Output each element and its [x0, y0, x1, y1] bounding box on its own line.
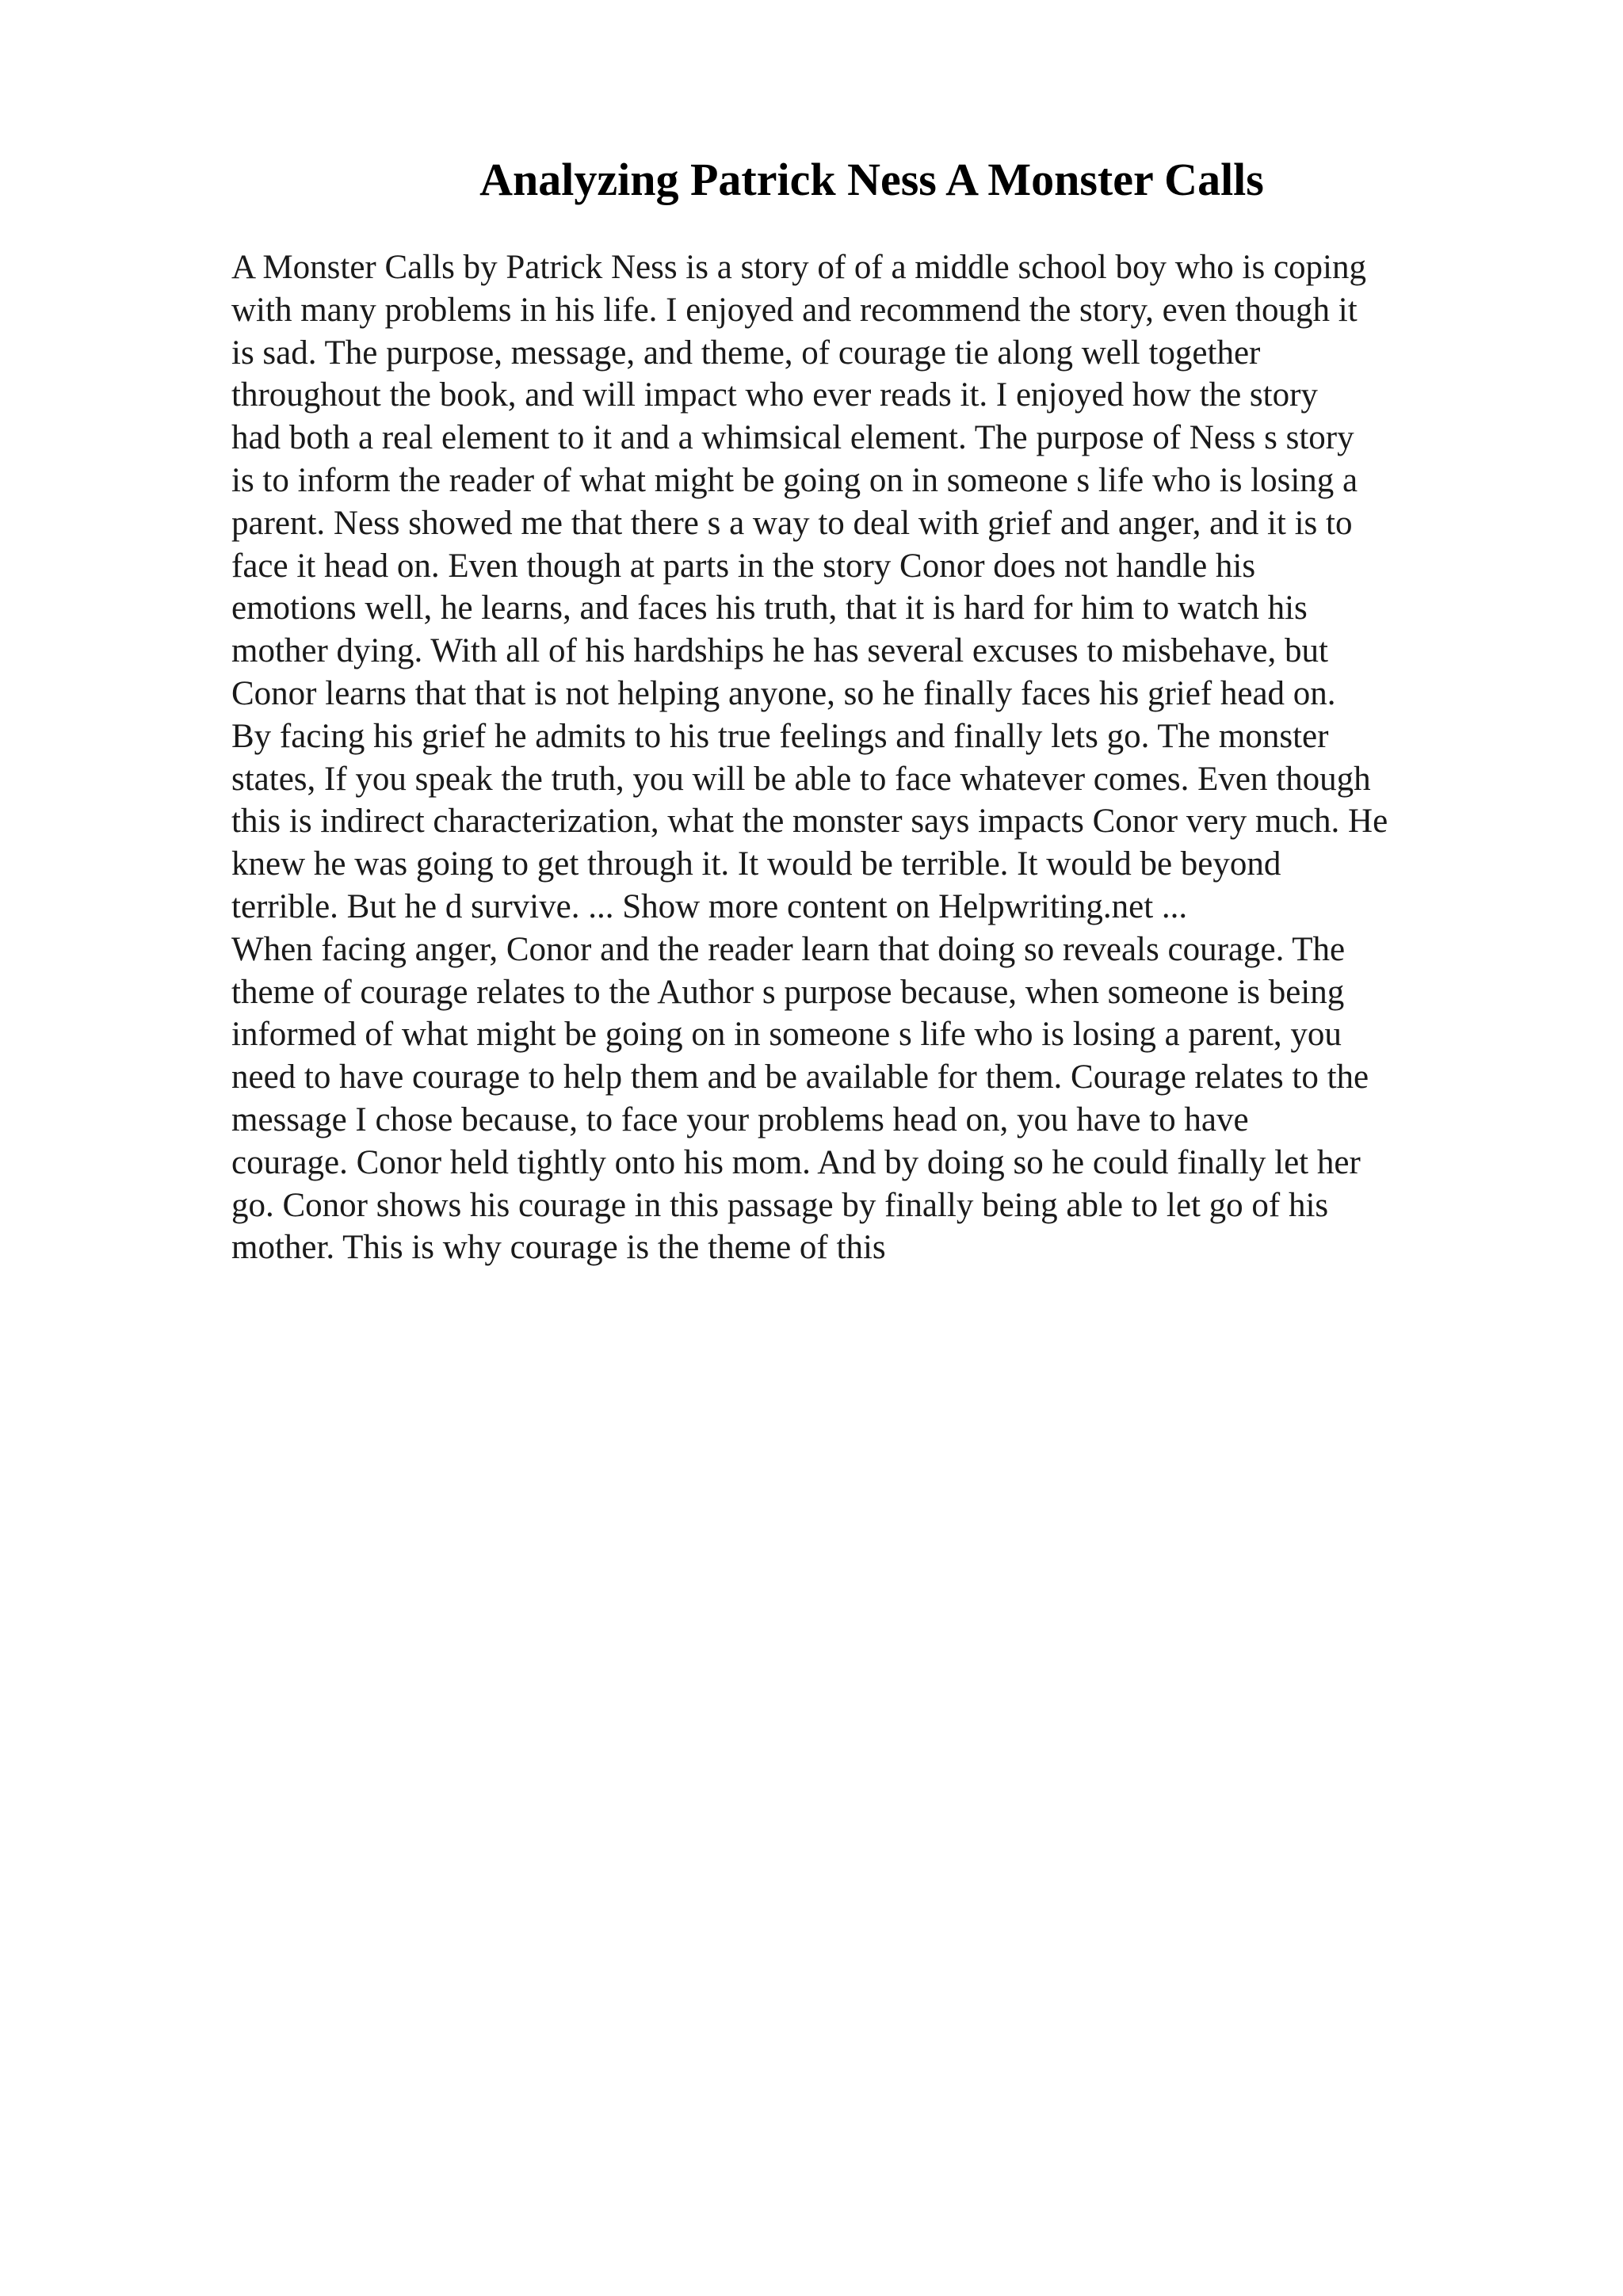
body-line: terrible. But he d survive. ... Show more content on Helpwriting.net ...	[231, 887, 1188, 925]
body-line: knew he was going to get through it. It would be terrible. It would be beyond	[231, 845, 1281, 883]
body-line: this is indirect characterization, what the monster says impacts Conor very much. He	[231, 803, 1388, 841]
body-line: emotions well, he learns, and faces his truth, that it is hard for him to watch his	[231, 589, 1308, 627]
body-line: had both a real element to it and a whimsical element. The purpose of Ness s story	[231, 419, 1354, 457]
body-line: throughout the book, and will impact who ever reads it. I enjoyed how the story	[231, 376, 1318, 414]
body-line: need to have courage to help them and be available for them. Courage relates to the	[231, 1058, 1369, 1097]
body-line: A Monster Calls by Patrick Ness is a story of of a middle school boy who is coping	[231, 249, 1366, 286]
body-line: message I chose because, to face your problems head on, you have to have	[231, 1100, 1249, 1138]
body-line: mother. This is why courage is the theme of this	[231, 1229, 886, 1267]
body-line: with many problems in his life. I enjoyed and recommend the story, even though it	[231, 291, 1358, 329]
body-line: theme of courage relates to the Author s purpose because, when someone is being	[231, 973, 1345, 1011]
body-line: is to inform the reader of what might be going on in someone s life who is losing a	[231, 461, 1358, 499]
body-line: mother dying. With all of his hardships he has several excuses to misbehave, but	[231, 632, 1328, 670]
body-line: When facing anger, Conor and the reader learn that doing so reveals courage. The	[231, 930, 1346, 968]
document-body	[231, 246, 1388, 1269]
body-line: is sad. The purpose, message, and theme, of courage tie along well together	[231, 334, 1261, 372]
body-line: go. Conor shows his courage in this passage by finally being able to let go of his	[231, 1186, 1329, 1224]
document-title: Analyzing Patrick Ness A Monster Calls	[479, 154, 1264, 205]
body-line: face it head on. Even though at parts in the story Conor does not handle his	[231, 547, 1256, 585]
body-line: Conor learns that that is not helping anyone, so he finally faces his grief head on.	[231, 674, 1336, 712]
body-line: By facing his grief he admits to his true feelings and finally lets go. The monster	[231, 717, 1329, 755]
body-line: states, If you speak the truth, you will be able to face whatever comes. Even though	[231, 760, 1371, 798]
body-line: informed of what might be going on in someone s life who is losing a parent, you	[231, 1016, 1342, 1054]
body-line: courage. Conor held tightly onto his mom. And by doing so he could finally let her	[231, 1143, 1361, 1181]
body-line: parent. Ness showed me that there s a way to deal with grief and anger, and it is to	[231, 504, 1353, 542]
